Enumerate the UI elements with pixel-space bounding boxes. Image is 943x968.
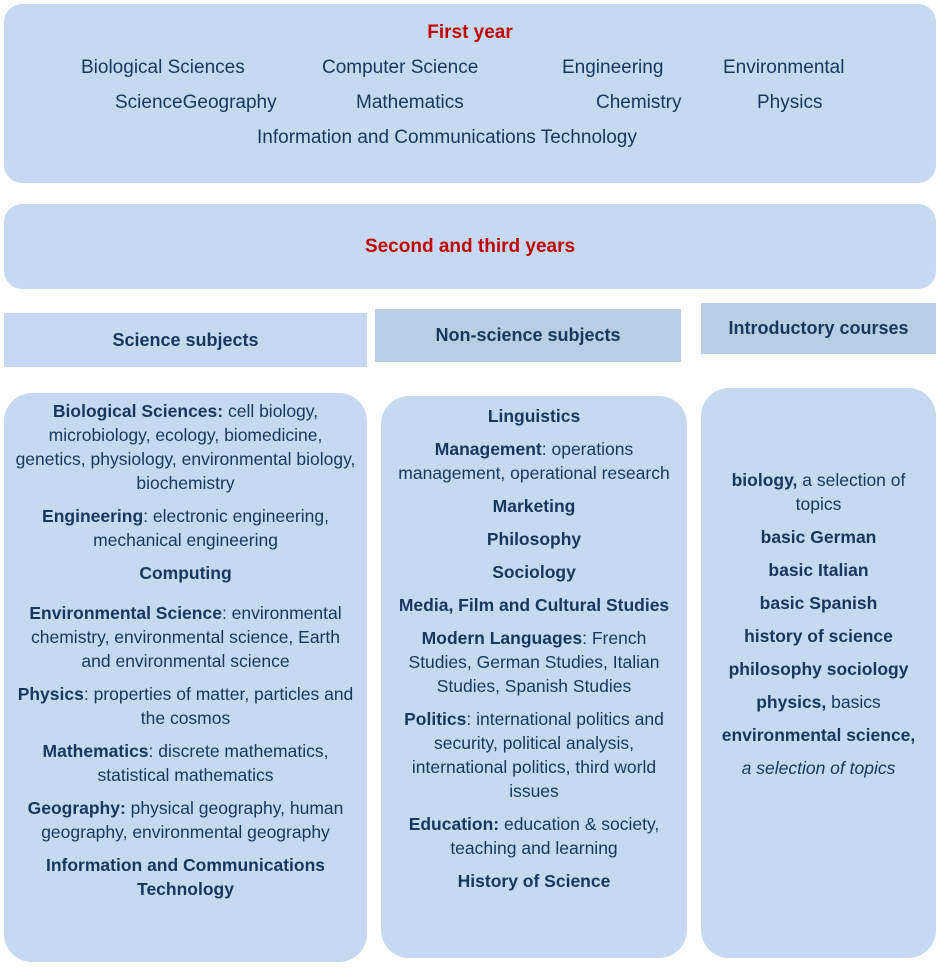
non-science-entry-media-film: Media, Film and Cultural Studies [398, 595, 670, 615]
intro-entry-physics: physics, basics [756, 692, 881, 712]
subject-physics: Physics [757, 92, 823, 113]
science-subjects-header-label: Science subjects [112, 329, 259, 350]
intro-entry-philosophy-sociology: philosophy sociology [728, 659, 909, 679]
subject-science-geography: ScienceGeography [115, 92, 277, 113]
intro-entry-selection-of-topics: a selection of topics [741, 758, 896, 778]
non-science-subjects-header-label: Non-science subjects [435, 325, 621, 345]
intro-entry-biology: biology, a selection of topics [731, 470, 906, 514]
science-subjects-header [4, 313, 367, 367]
non-science-entry-sociology: Sociology [492, 562, 576, 582]
later-years-title: Second and third years [364, 235, 576, 257]
non-science-entry-linguistics: Linguistics [487, 406, 581, 426]
later-years-box [4, 204, 936, 289]
science-entry-engineering: Engineering: electronic engineering, mechanical engineering [42, 506, 329, 550]
science-entry-environmental-science: Environmental Science: environmental chemistry, environmental science, Earth and environmental science [29, 603, 342, 671]
non-science-entry-politics: Politics: international politics and security, political analysis, international politics, third world issues [404, 709, 664, 801]
science-entry-physics: Physics: properties of matter, particles and the cosmos [17, 684, 354, 728]
non-science-entry-history-of-science: History of Science [457, 871, 611, 891]
non-science-entry-modern-languages: Modern Languages: French Studies, German Studies, Italian Studies, Spanish Studies [408, 628, 660, 696]
science-entry-computing: Computing [139, 563, 232, 583]
science-entry-geography: Geography: physical geography, human geography, environmental geography [27, 798, 344, 842]
non-science-subjects-list [381, 396, 687, 958]
science-subjects-list [4, 393, 367, 962]
subject-computer-science: Computer Science [322, 57, 479, 78]
first-year-box [4, 4, 936, 183]
subject-mathematics: Mathematics [356, 92, 464, 113]
intro-entry-basic-spanish: basic Spanish [759, 593, 878, 613]
introductory-courses-header-label: Introductory courses [728, 318, 909, 338]
subject-engineering: Engineering [562, 57, 664, 78]
science-entry-mathematics: Mathematics: discrete mathematics, statistical mathematics [42, 741, 329, 785]
non-science-entry-education: Education: education & society, teaching and learning [408, 814, 660, 858]
subject-ict: Information and Communications Technology [257, 127, 637, 148]
non-science-entry-management: Management: operations management, operational research [398, 439, 670, 483]
intro-entry-environmental-science: environmental science, [721, 725, 916, 745]
intro-entry-basic-italian: basic Italian [768, 560, 869, 580]
non-science-entry-philosophy: Philosophy [486, 529, 582, 549]
intro-entry-basic-german: basic German [760, 527, 877, 547]
subject-chemistry: Chemistry [596, 92, 682, 113]
non-science-entry-marketing: Marketing [492, 496, 576, 516]
intro-entry-history-of-science: history of science [744, 626, 893, 646]
science-entry-biological-sciences: Biological Sciences: cell biology, microbiology, ecology, biomedicine, genetics, physiology, environmental biology, biochemistry [15, 401, 356, 493]
non-science-subjects-header [375, 309, 681, 362]
introductory-courses-header [701, 303, 936, 354]
first-year-title: First year [427, 22, 513, 43]
science-entry-ict: Information and Communications Technology [45, 855, 326, 899]
subject-environmental: Environmental [723, 57, 845, 78]
introductory-courses-list [701, 388, 936, 958]
subject-biological-sciences: Biological Sciences [81, 57, 245, 78]
